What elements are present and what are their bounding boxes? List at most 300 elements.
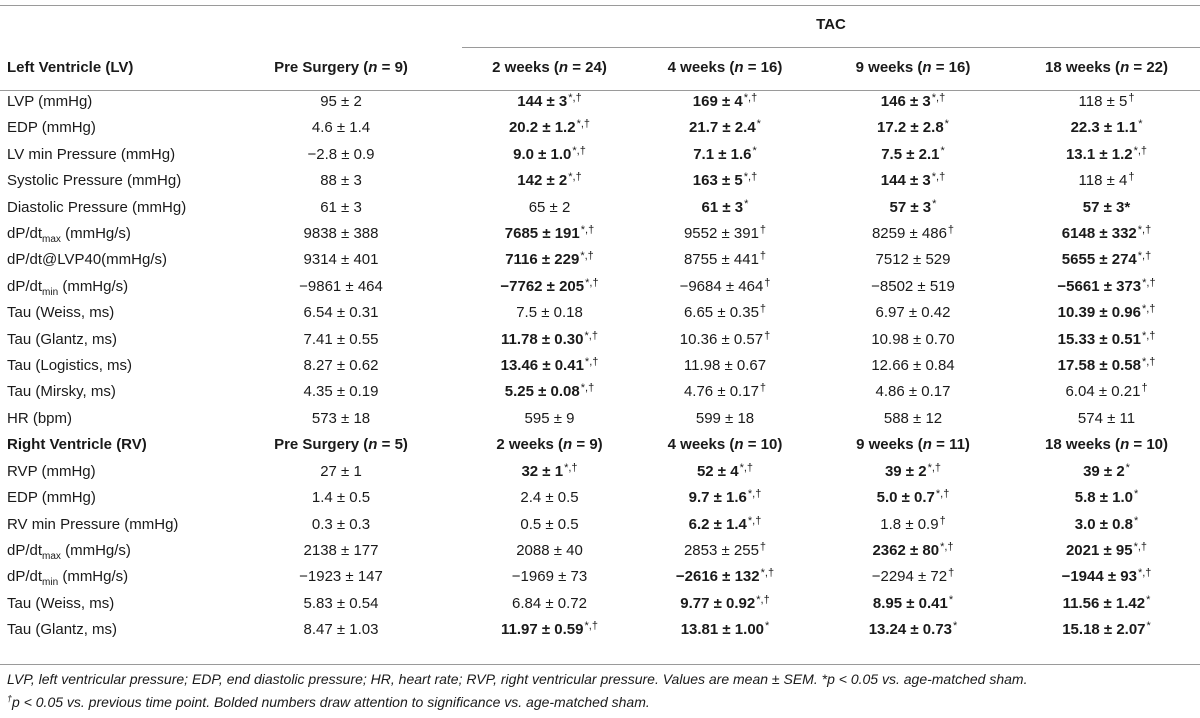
row-label xyxy=(0,89,220,115)
value-cell xyxy=(462,115,637,141)
cell-value: 6.04 ± 0.21 xyxy=(1065,383,1141,401)
value-cell xyxy=(1013,300,1200,326)
hemodynamics-table xyxy=(0,2,1200,644)
value-cell xyxy=(220,327,462,353)
n-symbol: n xyxy=(558,59,569,76)
value-cell xyxy=(462,459,637,485)
cell-value: 9314 ± 401 xyxy=(303,251,379,269)
cell-value: 7685 ± 191 xyxy=(504,225,580,243)
cell-value: 13.46 ± 0.41 xyxy=(500,357,584,375)
column-header-text: 9 weeks xyxy=(856,436,914,454)
cell-value: 21.7 ± 2.4 xyxy=(689,119,756,137)
column-header: 4 weeks (n = 16) xyxy=(667,59,783,76)
cell-value: −9684 ± 464 xyxy=(679,277,764,295)
significance-marker: *,† xyxy=(585,276,599,289)
cell-value: 6.2 ± 1.4 xyxy=(688,515,747,533)
significance-marker: *,† xyxy=(568,171,582,184)
significance-marker: *,† xyxy=(760,567,775,580)
value-cell xyxy=(220,221,462,247)
value-cell xyxy=(220,591,462,617)
value-cell xyxy=(637,327,813,353)
value-cell xyxy=(220,168,462,194)
value-cell xyxy=(220,247,462,273)
column-header: 4 weeks (n = 10) xyxy=(667,436,783,454)
significance-marker: *,† xyxy=(743,92,758,104)
value-cell xyxy=(462,300,637,326)
cell-value: 15.33 ± 0.51 xyxy=(1057,330,1141,348)
table-row xyxy=(0,459,1200,485)
row-label-text: Tau (Weiss, ms) xyxy=(7,594,115,612)
significance-marker: † xyxy=(759,382,767,395)
cell-value: 20.2 ± 1.2 xyxy=(508,119,576,137)
cell-value: 2.4 ± 0.5 xyxy=(520,489,579,507)
value-cell xyxy=(637,115,813,141)
value-cell xyxy=(220,459,462,485)
cell-value: 6.54 ± 0.31 xyxy=(303,304,379,322)
value-cell xyxy=(462,379,637,405)
value-cell xyxy=(637,221,813,247)
significance-marker: * xyxy=(948,593,954,606)
significance-marker: *,† xyxy=(584,620,598,633)
cell-value: 6.97 ± 0.42 xyxy=(875,304,951,322)
table-row xyxy=(0,115,1200,141)
significance-marker: † xyxy=(759,303,767,316)
cell-value: 6.84 ± 0.72 xyxy=(512,594,587,612)
value-cell xyxy=(813,89,1013,115)
cell-value: −2616 ± 132 xyxy=(675,568,760,586)
row-label xyxy=(0,327,220,353)
cell-value: 27 ± 1 xyxy=(320,462,362,480)
value-cell xyxy=(220,538,462,564)
value-cell xyxy=(813,512,1013,538)
significance-marker: *,† xyxy=(935,488,950,501)
value-cell xyxy=(813,168,1013,194)
cell-value: 9552 ± 391 xyxy=(683,225,759,243)
cell-value: 8755 ± 441 xyxy=(683,251,759,269)
significance-marker: * xyxy=(932,197,937,210)
cell-value: 9838 ± 388 xyxy=(303,225,379,243)
row-label xyxy=(0,221,220,247)
table-row xyxy=(0,168,1200,194)
value-cell xyxy=(462,406,637,432)
significance-marker: *,† xyxy=(1133,540,1148,553)
column-header-text: Pre Surgery xyxy=(274,59,360,76)
cell-value: 5655 ± 274 xyxy=(1061,251,1137,269)
column-n-value: 5 xyxy=(394,436,403,454)
cell-value: 5.25 ± 0.08 xyxy=(504,383,580,401)
lv-header-row xyxy=(0,47,1200,89)
row-label-subscript: max xyxy=(42,234,61,246)
column-header: 9 weeks (n = 11) xyxy=(856,436,970,454)
cell-value: 144 ± 3 xyxy=(517,93,568,110)
row-label-text: RVP (mmHg) xyxy=(7,462,96,480)
cell-value: 61 ± 3 xyxy=(320,198,362,216)
significance-marker: *,† xyxy=(931,92,946,104)
significance-marker: *,† xyxy=(564,461,578,474)
value-cell xyxy=(1013,379,1200,405)
row-label xyxy=(0,406,220,432)
row-label xyxy=(0,512,220,538)
cell-value: 144 ± 3 xyxy=(880,172,931,190)
value-cell xyxy=(813,195,1013,221)
significance-marker: † xyxy=(1128,92,1135,104)
row-label xyxy=(0,564,220,590)
cell-value: 39 ± 2 xyxy=(884,462,927,480)
footnote-p1: p xyxy=(827,671,835,687)
cell-value: 599 ± 18 xyxy=(695,409,755,427)
footnote-part-2: < 0.05 vs. age-matched sham. xyxy=(834,671,1028,687)
row-label xyxy=(0,195,220,221)
value-cell xyxy=(220,406,462,432)
column-n-value: 16 xyxy=(948,59,966,76)
footnote-p2: p xyxy=(12,694,20,710)
rv-header-row xyxy=(0,432,1200,458)
lv-header-label: Left Ventricle (LV) xyxy=(7,59,134,76)
value-cell xyxy=(637,538,813,564)
cell-value: 8.95 ± 0.41 xyxy=(872,594,948,612)
cell-value: 95 ± 2 xyxy=(320,93,362,110)
significance-marker: *,† xyxy=(580,224,595,237)
value-cell xyxy=(462,353,637,379)
row-label-text: Tau (Glantz, ms) xyxy=(7,621,118,639)
value-cell xyxy=(462,512,637,538)
row-label-text: dP/dt xyxy=(7,568,43,586)
value-cell xyxy=(1013,327,1200,353)
cell-value: 7512 ± 529 xyxy=(875,251,951,269)
value-cell xyxy=(462,221,637,247)
table-row xyxy=(0,247,1200,273)
cell-value: 5.83 ± 0.54 xyxy=(303,594,379,612)
value-cell xyxy=(813,406,1013,432)
column-n-value: 10 xyxy=(1146,436,1164,454)
value-cell xyxy=(1013,115,1200,141)
cell-value: 142 ± 2 xyxy=(517,172,568,190)
value-cell xyxy=(637,274,813,300)
row-label-subscript: max xyxy=(42,550,61,562)
significance-marker: † xyxy=(764,329,771,342)
significance-marker: † xyxy=(759,224,767,237)
value-cell xyxy=(637,512,813,538)
value-cell xyxy=(813,617,1013,643)
column-header: 18 weeks (n = 22) xyxy=(1045,59,1169,76)
significance-marker: *,† xyxy=(1137,250,1152,263)
value-cell xyxy=(813,274,1013,300)
value-cell xyxy=(813,142,1013,168)
n-symbol: n xyxy=(1120,59,1130,76)
significance-marker: † xyxy=(759,250,767,263)
value-cell xyxy=(637,617,813,643)
column-header: 18 weeks (n = 10) xyxy=(1045,436,1169,454)
significance-marker: * xyxy=(752,144,757,157)
cell-value: 8.27 ± 0.62 xyxy=(303,357,379,375)
significance-marker: *,† xyxy=(1137,224,1152,237)
cell-value: 1.8 ± 0.9 xyxy=(880,515,939,533)
table-row xyxy=(0,353,1200,379)
value-cell xyxy=(220,274,462,300)
significance-marker: * xyxy=(744,197,749,210)
value-cell xyxy=(462,89,637,115)
cell-value: 88 ± 3 xyxy=(320,172,362,190)
cell-value: 57 ± 3* xyxy=(1082,198,1131,216)
cell-value: 169 ± 4 xyxy=(692,93,743,110)
value-cell xyxy=(220,485,462,511)
value-cell xyxy=(1013,512,1200,538)
value-cell xyxy=(813,459,1013,485)
cell-value: 1.4 ± 0.5 xyxy=(311,489,371,507)
value-cell xyxy=(462,247,637,273)
value-cell xyxy=(1013,353,1200,379)
value-cell xyxy=(462,168,637,194)
cell-value: 4.76 ± 0.17 xyxy=(683,383,759,401)
cell-value: 2362 ± 80 xyxy=(872,541,940,559)
value-cell xyxy=(1013,247,1200,273)
cell-value: 118 ± 5 xyxy=(1078,93,1128,110)
cell-value: 0.3 ± 0.3 xyxy=(311,515,371,533)
significance-marker: * xyxy=(940,144,945,157)
table-row xyxy=(0,142,1200,168)
n-symbol: n xyxy=(922,59,932,76)
cell-value: 7116 ± 229 xyxy=(505,251,580,269)
value-cell xyxy=(1013,89,1200,115)
value-cell xyxy=(813,327,1013,353)
cell-value: 12.66 ± 0.84 xyxy=(871,357,955,375)
value-cell xyxy=(813,591,1013,617)
cell-value: 118 ± 4 xyxy=(1078,172,1128,190)
column-header: 9 weeks (n = 16) xyxy=(855,59,971,76)
table-row xyxy=(0,512,1200,538)
value-cell xyxy=(813,247,1013,273)
cell-value: 573 ± 18 xyxy=(311,409,371,427)
table-row xyxy=(0,274,1200,300)
cell-value: 61 ± 3 xyxy=(701,198,744,216)
cell-value: 2021 ± 95 xyxy=(1065,541,1133,559)
row-label xyxy=(0,300,220,326)
significance-marker: *,† xyxy=(1141,356,1156,369)
row-label xyxy=(0,485,220,511)
row-label xyxy=(0,353,220,379)
cell-value: 7.5 ± 0.18 xyxy=(516,304,583,322)
significance-marker: * xyxy=(944,118,949,131)
table-footnote xyxy=(7,668,1195,714)
row-label-text: EDP (mmHg) xyxy=(7,119,96,137)
row-label xyxy=(0,591,220,617)
tac-header: TAC xyxy=(816,16,846,33)
value-cell xyxy=(813,300,1013,326)
value-cell xyxy=(637,247,813,273)
cell-value: 6.65 ± 0.35 xyxy=(683,304,759,322)
n-symbol: n xyxy=(368,436,378,454)
cell-value: 9.7 ± 1.6 xyxy=(688,489,747,507)
row-label-unit: (mmHg/s) xyxy=(60,225,131,243)
table-row xyxy=(0,195,1200,221)
cell-value: 574 ± 11 xyxy=(1077,409,1136,427)
value-cell xyxy=(1013,485,1200,511)
cell-value: 7.41 ± 0.55 xyxy=(303,330,379,348)
value-cell xyxy=(220,300,462,326)
column-header-text: 4 weeks xyxy=(667,436,726,454)
significance-marker: *,† xyxy=(1137,567,1152,580)
significance-marker: * xyxy=(1134,488,1139,501)
value-cell xyxy=(220,142,462,168)
row-label xyxy=(0,142,220,168)
column-n-value: 9 xyxy=(589,436,598,454)
column-header-text: 2 weeks xyxy=(492,59,550,76)
cell-value: 10.98 ± 0.70 xyxy=(871,330,955,348)
cell-value: 57 ± 3 xyxy=(889,198,932,216)
cell-value: −1944 ± 93 xyxy=(1061,568,1137,586)
row-label-text: Tau (Logistics, ms) xyxy=(7,357,133,375)
value-cell xyxy=(637,591,813,617)
n-symbol: n xyxy=(563,436,573,454)
value-cell xyxy=(462,485,637,511)
cell-value: 13.1 ± 1.2 xyxy=(1065,145,1133,163)
cell-value: 595 ± 9 xyxy=(524,409,575,427)
column-header-text: 18 weeks xyxy=(1045,436,1111,454)
cell-value: 8259 ± 486 xyxy=(871,225,947,243)
value-cell xyxy=(462,195,637,221)
row-label xyxy=(0,274,220,300)
table-row xyxy=(0,538,1200,564)
row-label-text: Tau (Weiss, ms) xyxy=(7,304,115,322)
row-label-text: Diastolic Pressure (mmHg) xyxy=(7,198,187,216)
significance-marker: *,† xyxy=(743,171,758,184)
column-header-text: 2 weeks xyxy=(496,436,554,454)
value-cell xyxy=(462,142,637,168)
cell-value: −7762 ± 205 xyxy=(500,277,585,295)
cell-value: −8502 ± 519 xyxy=(871,277,955,295)
cell-value: 9.77 ± 0.92 xyxy=(680,594,756,612)
significance-marker: *,† xyxy=(584,356,599,369)
significance-marker: * xyxy=(953,620,958,633)
value-cell xyxy=(462,538,637,564)
cell-value: 11.98 ± 0.67 xyxy=(683,357,767,375)
significance-marker: *,† xyxy=(1133,144,1148,157)
cell-value: 13.81 ± 1.00 xyxy=(680,621,765,639)
column-header-text: 18 weeks xyxy=(1045,59,1111,76)
value-cell xyxy=(1013,564,1200,590)
row-label-unit: (mmHg/s) xyxy=(58,277,129,295)
row-label-text: dP/dt xyxy=(7,541,43,559)
cell-value: 11.56 ± 1.42 xyxy=(1062,594,1146,612)
row-label-text: dP/dt xyxy=(7,277,43,295)
cell-value: 163 ± 5 xyxy=(692,172,743,190)
cell-value: 7.5 ± 2.1 xyxy=(881,145,940,163)
row-label xyxy=(0,459,220,485)
significance-marker: * xyxy=(756,118,761,131)
value-cell xyxy=(220,617,462,643)
value-cell xyxy=(1013,538,1200,564)
significance-marker: * xyxy=(1138,118,1143,131)
row-label-text: dP/dt xyxy=(7,225,43,243)
n-symbol: n xyxy=(734,436,744,454)
cell-value: 17.2 ± 2.8 xyxy=(877,119,944,137)
value-cell xyxy=(1013,617,1200,643)
significance-marker: *,† xyxy=(931,171,946,184)
significance-marker: † xyxy=(1128,171,1135,184)
value-cell xyxy=(220,89,462,115)
value-cell xyxy=(220,115,462,141)
cell-value: 2088 ± 40 xyxy=(516,541,583,559)
row-label xyxy=(0,617,220,643)
table-row xyxy=(0,327,1200,353)
n-symbol: n xyxy=(368,59,378,76)
cell-value: 9.0 ± 1.0 xyxy=(513,145,572,163)
rv-header-label: Right Ventricle (RV) xyxy=(7,436,147,454)
value-cell xyxy=(462,591,637,617)
value-cell xyxy=(813,353,1013,379)
cell-value: 4.86 ± 0.17 xyxy=(875,383,951,401)
cell-value: 11.78 ± 0.30 xyxy=(501,330,584,348)
n-symbol: n xyxy=(1120,436,1130,454)
group-header-row xyxy=(0,2,1200,47)
value-cell xyxy=(220,195,462,221)
value-cell xyxy=(462,274,637,300)
row-label-text: dP/dt@LVP40(mmHg/s) xyxy=(7,251,167,269)
cell-value: 52 ± 4 xyxy=(696,462,739,480)
cell-value: 17.58 ± 0.58 xyxy=(1057,357,1141,375)
significance-marker: *,† xyxy=(747,488,762,501)
value-cell xyxy=(813,115,1013,141)
column-header: 2 weeks (n = 9) xyxy=(496,436,603,454)
value-cell xyxy=(637,142,813,168)
value-cell xyxy=(637,459,813,485)
value-cell xyxy=(813,538,1013,564)
cell-value: 8.47 ± 1.03 xyxy=(303,621,379,639)
value-cell xyxy=(637,564,813,590)
row-label xyxy=(0,538,220,564)
cell-value: 2138 ± 177 xyxy=(303,541,379,559)
value-cell xyxy=(1013,195,1200,221)
row-label-text: Systolic Pressure (mmHg) xyxy=(7,172,182,190)
column-n-value: 16 xyxy=(760,59,778,76)
significance-marker: † xyxy=(764,276,771,289)
significance-marker: *,† xyxy=(1141,303,1156,316)
value-cell xyxy=(637,89,813,115)
cell-value: −2.8 ± 0.9 xyxy=(307,145,375,163)
significance-marker: † xyxy=(947,224,955,237)
significance-marker: * xyxy=(1125,461,1130,474)
value-cell xyxy=(813,485,1013,511)
significance-marker: *,† xyxy=(927,461,942,474)
value-cell xyxy=(637,300,813,326)
cell-value: 5.0 ± 0.7 xyxy=(876,489,935,507)
cell-value: −5661 ± 373 xyxy=(1057,277,1142,295)
table-row xyxy=(0,221,1200,247)
significance-marker: † xyxy=(759,540,767,553)
row-label-unit: (mmHg/s) xyxy=(60,541,131,559)
value-cell xyxy=(1013,221,1200,247)
footnote-dagger: † xyxy=(7,693,13,704)
significance-marker: *,† xyxy=(580,250,594,263)
significance-marker: *,† xyxy=(1142,276,1156,289)
row-label-text: EDP (mmHg) xyxy=(7,489,96,507)
row-label-text: LVP (mmHg) xyxy=(7,93,93,110)
table-row xyxy=(0,617,1200,643)
cell-value: −9861 ± 464 xyxy=(299,277,383,295)
cell-value: 13.24 ± 0.73 xyxy=(868,621,953,639)
value-cell xyxy=(1013,274,1200,300)
significance-marker: *,† xyxy=(584,329,598,342)
cell-value: 10.36 ± 0.57 xyxy=(679,330,764,348)
column-n-value: 24 xyxy=(585,59,602,76)
significance-marker: *,† xyxy=(940,540,954,553)
row-label-text: Tau (Glantz, ms) xyxy=(7,330,118,348)
cell-value: 146 ± 3 xyxy=(880,93,931,110)
cell-value: 6148 ± 332 xyxy=(1061,225,1137,243)
column-header: Pre Surgery (n = 9) xyxy=(274,59,408,76)
significance-marker: * xyxy=(765,620,770,633)
significance-marker: *,† xyxy=(568,92,582,104)
